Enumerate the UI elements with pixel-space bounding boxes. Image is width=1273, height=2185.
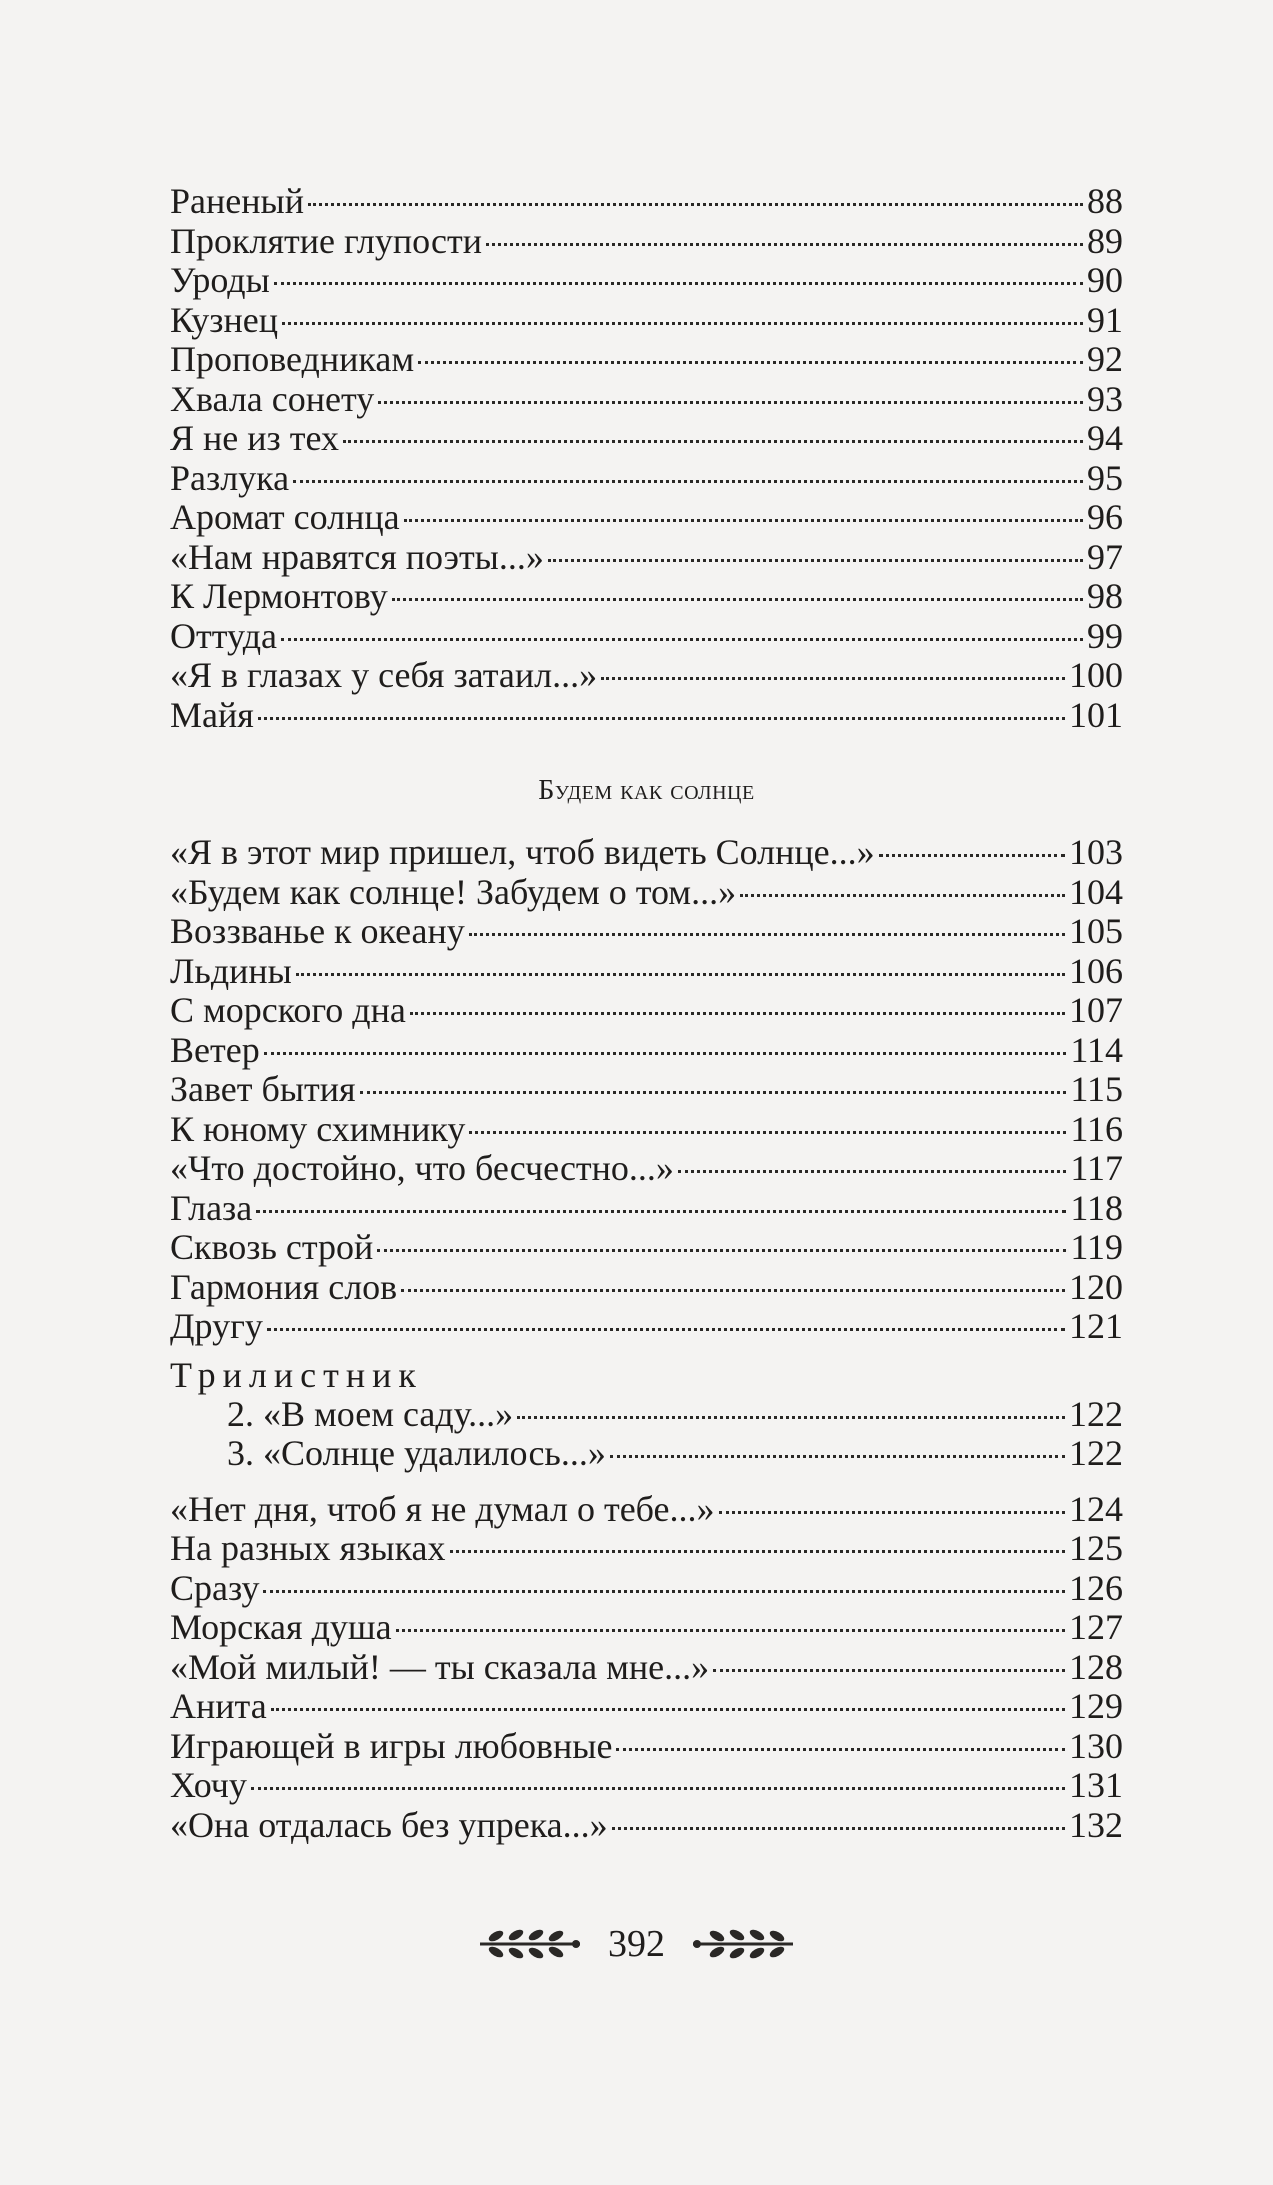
toc-entry [170, 261, 1123, 301]
toc-entry [170, 459, 1123, 499]
toc-entry-page: 90 [1087, 260, 1123, 300]
toc-entry [170, 340, 1123, 380]
toc-entry [170, 1268, 1123, 1308]
toc-entry-title: Проповедникам [170, 339, 415, 379]
toc-entry-title: Завет бытия [170, 1069, 356, 1109]
toc-entry [170, 912, 1123, 952]
dot-leader [293, 480, 1083, 483]
toc-entry-title: Гармония слов [170, 1266, 398, 1307]
dot-leader [410, 1012, 1065, 1015]
laurel-sprig-right-icon [687, 1922, 797, 1966]
toc-entry-page: 119 [1070, 1227, 1123, 1267]
toc-entry-title: Майя [170, 694, 254, 735]
toc-entry-title: Ветер [170, 1029, 260, 1070]
dot-leader [258, 717, 1065, 720]
toc-entry-title: Разлука [170, 457, 290, 498]
toc-entry [170, 1395, 1123, 1435]
dot-leader [360, 1091, 1067, 1094]
toc-entry-page: 115 [1070, 1069, 1123, 1109]
toc-entry-title: «Что достойно, что бесчестно...» [170, 1148, 674, 1188]
dot-leader [396, 1629, 1065, 1632]
toc-entry [170, 617, 1123, 657]
toc-entry [170, 498, 1123, 538]
toc-entry-title: Другу [170, 1306, 263, 1346]
toc-entry-page: 103 [1069, 832, 1123, 872]
toc-entry-title: С морского дна [170, 990, 406, 1030]
dot-leader [469, 1131, 1066, 1134]
dot-leader [401, 1289, 1065, 1292]
toc-entry-page: 97 [1087, 536, 1123, 577]
toc-entry [170, 301, 1123, 341]
toc-entry-title: «Я в этот мир пришел, чтоб видеть Солнце...» [170, 832, 875, 872]
toc-entry [170, 1110, 1123, 1150]
toc-entry-title: «Она отдалась без упрека...» [170, 1804, 608, 1845]
toc-entry [170, 1434, 1123, 1474]
toc-entry-page: 131 [1069, 1765, 1123, 1805]
dot-leader [251, 1787, 1065, 1790]
toc-entry-title: Я не из тех [170, 418, 339, 458]
dot-leader [343, 440, 1083, 443]
toc-entry-title: «Мой милый! — ты сказала мне...» [170, 1646, 710, 1687]
toc-entry-page: 121 [1069, 1306, 1123, 1346]
toc-entry [170, 380, 1123, 420]
dot-leader [719, 1511, 1066, 1514]
toc-list-c [170, 1490, 1123, 1846]
toc-entry-title: 3. «Солнце удалилось...» [227, 1433, 606, 1473]
toc-entry-page: 92 [1087, 339, 1123, 379]
toc-entry [170, 656, 1123, 696]
toc-entry [170, 1149, 1123, 1189]
toc-entry [170, 1687, 1123, 1727]
dot-leader [517, 1416, 1065, 1419]
toc-list-b [170, 833, 1123, 1347]
dot-leader [612, 1827, 1065, 1830]
dot-leader [296, 973, 1065, 976]
dot-leader [264, 1052, 1067, 1055]
toc-entry [170, 1529, 1123, 1569]
toc-entry-title: Хочу [170, 1765, 247, 1805]
toc-entry-page: 120 [1069, 1266, 1123, 1307]
toc-entry [170, 873, 1123, 913]
toc-entry [170, 1608, 1123, 1648]
toc-entry [170, 1189, 1123, 1229]
toc-entry-page: 107 [1069, 990, 1123, 1030]
dot-leader [377, 1249, 1066, 1252]
dot-leader [486, 243, 1083, 246]
toc-entry-page: 116 [1070, 1108, 1123, 1149]
toc-entry-title: Раненый [170, 181, 304, 221]
page-footer [0, 1922, 1273, 1966]
dot-leader [879, 854, 1065, 857]
toc-entry [170, 577, 1123, 617]
toc-entry-page: 106 [1069, 950, 1123, 991]
toc-entry [170, 1806, 1123, 1846]
toc-entry-title: Сквозь строй [170, 1227, 374, 1267]
toc-entry-page: 89 [1087, 220, 1123, 261]
toc-entry-page: 101 [1069, 694, 1123, 735]
toc-list-a [170, 182, 1123, 735]
toc-entry-page: 91 [1087, 299, 1123, 340]
dot-leader [274, 282, 1083, 285]
toc-entry-page: 100 [1069, 655, 1123, 695]
page-number: 392 [608, 1923, 665, 1965]
toc-entry [170, 1228, 1123, 1268]
toc-entry-title: Глаза [170, 1187, 253, 1228]
toc-entry-page: 122 [1069, 1393, 1123, 1434]
toc-entry-title: Льдины [170, 950, 292, 991]
dot-leader [740, 894, 1065, 897]
toc-entry [170, 1727, 1123, 1767]
dot-leader [267, 1328, 1065, 1331]
dot-leader [678, 1170, 1066, 1173]
toc-entry [170, 1490, 1123, 1530]
toc-entry-page: 105 [1069, 911, 1123, 951]
toc-entry-title: «Будем как солнце! Забудем о том...» [170, 871, 737, 912]
toc-entry [170, 991, 1123, 1031]
toc-entry-title: Морская душа [170, 1607, 392, 1647]
toc-entry-page: 114 [1070, 1029, 1123, 1070]
toc-entry [170, 222, 1123, 262]
toc-entry-page: 117 [1070, 1148, 1123, 1188]
toc-entry-title: Анита [170, 1686, 267, 1726]
toc-entry-page: 132 [1069, 1804, 1123, 1845]
toc-entry [170, 1648, 1123, 1688]
toc-entry-title: Уроды [170, 260, 270, 300]
toc-entry [170, 1070, 1123, 1110]
toc-entry [170, 1766, 1123, 1806]
toc-entry-page: 93 [1087, 378, 1123, 419]
dot-leader [308, 203, 1083, 206]
dot-leader [263, 1590, 1065, 1593]
toc-entry-page: 95 [1087, 457, 1123, 498]
toc-entry-page: 128 [1069, 1646, 1123, 1687]
toc-entry [170, 952, 1123, 992]
toc-entry-title: Оттуда [170, 615, 278, 656]
toc-entry-page: 96 [1087, 497, 1123, 537]
toc-entry-page: 98 [1087, 576, 1123, 616]
toc-entry-title: Проклятие глупости [170, 220, 483, 261]
toc-entry [170, 1031, 1123, 1071]
toc-entry-page: 99 [1087, 615, 1123, 656]
toc-entry [170, 419, 1123, 459]
dot-leader [601, 677, 1065, 680]
dot-leader [610, 1455, 1065, 1458]
toc-entry-title: Воззванье к океану [170, 911, 465, 951]
toc-entry-title: Сразу [170, 1567, 260, 1608]
dot-leader [616, 1748, 1065, 1751]
section-title: Будем как солнце [538, 775, 755, 806]
dot-leader [713, 1669, 1065, 1672]
dot-leader [392, 598, 1083, 601]
toc-entry [170, 182, 1123, 222]
dot-leader [271, 1708, 1065, 1711]
toc-entry-title: Аромат солнца [170, 497, 400, 537]
toc-entry-title: «Нам нравятся поэты...» [170, 536, 544, 577]
toc-entry-page: 130 [1069, 1725, 1123, 1766]
toc-group-list [170, 1395, 1123, 1474]
dot-leader [404, 519, 1083, 522]
dot-leader [378, 401, 1083, 404]
toc-entry-page: 104 [1069, 871, 1123, 912]
toc-entry-page: 118 [1070, 1187, 1123, 1228]
dot-leader [450, 1550, 1065, 1553]
laurel-sprig-left-icon [476, 1922, 586, 1966]
dot-leader [256, 1210, 1066, 1213]
toc-entry-page: 129 [1069, 1686, 1123, 1726]
toc-entry-title: «Нет дня, чтоб я не думал о тебе...» [170, 1488, 715, 1529]
toc-entry-title: Кузнец [170, 299, 279, 340]
toc-entry [170, 538, 1123, 578]
dot-leader [282, 322, 1083, 325]
toc-entry [170, 696, 1123, 736]
group-title: Трилистник [170, 1354, 423, 1395]
toc-entry-page: 124 [1069, 1488, 1123, 1529]
toc-entry [170, 1307, 1123, 1347]
toc-entry-title: Играющей в игры любовные [170, 1725, 613, 1766]
toc-entry-title: На разных языках [170, 1528, 446, 1568]
toc-entry-title: «Я в глазах у себя затаил...» [170, 655, 598, 695]
toc-entry-page: 126 [1069, 1567, 1123, 1608]
dot-leader [469, 933, 1065, 936]
dot-leader [418, 361, 1083, 364]
toc-entry-title: 2. «В моем саду...» [227, 1393, 514, 1434]
dot-leader [548, 559, 1083, 562]
toc-entry-page: 127 [1069, 1607, 1123, 1647]
table-of-contents [170, 182, 1123, 1845]
toc-entry-page: 125 [1069, 1528, 1123, 1568]
toc-entry-title: К юному схимнику [170, 1108, 466, 1149]
toc-entry-page: 94 [1087, 418, 1123, 458]
toc-entry-page: 88 [1087, 181, 1123, 221]
toc-entry [170, 1569, 1123, 1609]
toc-entry-page: 122 [1069, 1433, 1123, 1473]
toc-entry-title: Хвала сонету [170, 378, 375, 419]
toc-entry-title: К Лермонтову [170, 576, 388, 616]
toc-entry [170, 833, 1123, 873]
dot-leader [281, 638, 1083, 641]
